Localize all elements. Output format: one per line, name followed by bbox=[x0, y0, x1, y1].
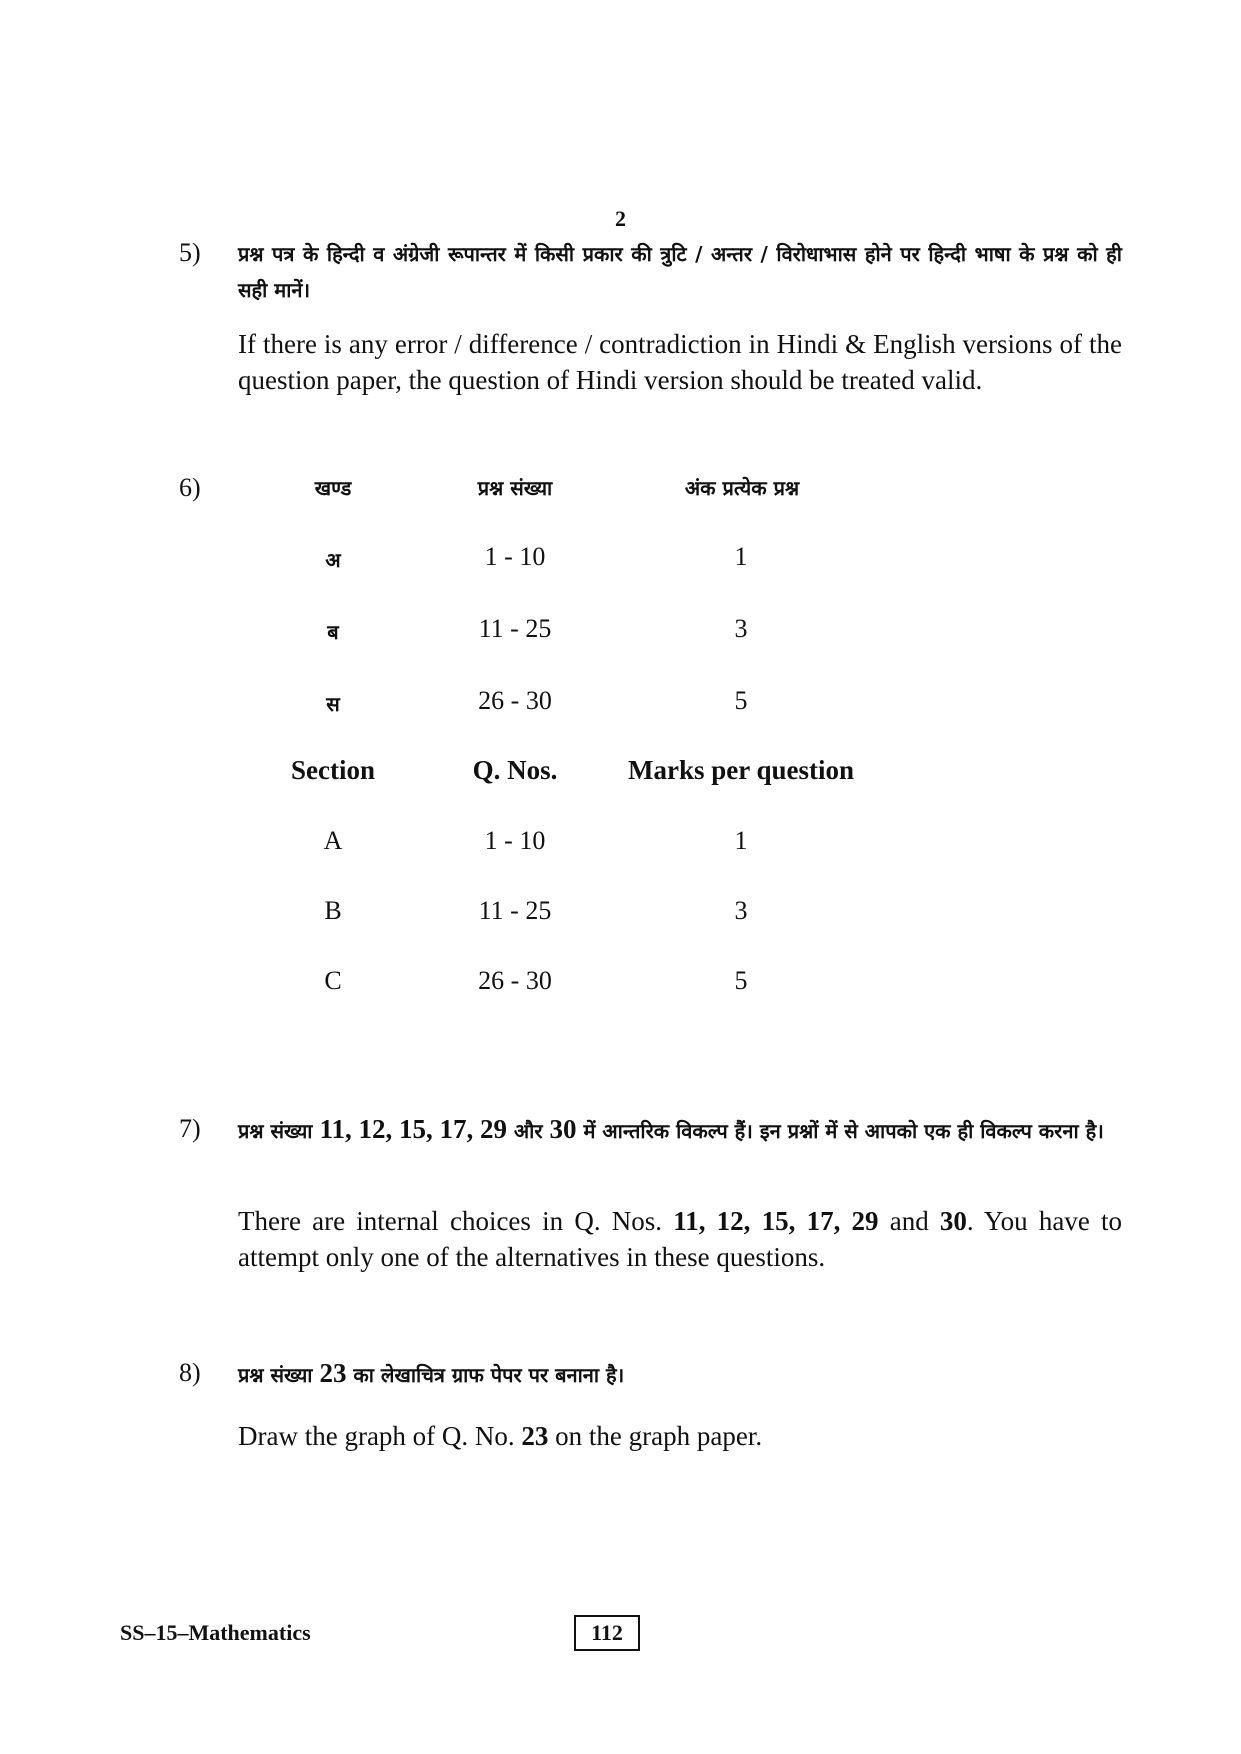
english-row-qnos: 1 - 10 bbox=[484, 826, 546, 855]
q8-number: 8) bbox=[179, 1358, 201, 1387]
hindi-row-section: स bbox=[326, 692, 340, 716]
english-row-marks: 5 bbox=[734, 966, 748, 995]
english-row-section: A bbox=[323, 826, 343, 855]
english-row-qnos: 26 - 30 bbox=[478, 966, 552, 995]
footer-subject: SS–15–Mathematics bbox=[120, 1620, 311, 1645]
page-number: 2 bbox=[615, 206, 626, 231]
q5-number: 5) bbox=[179, 238, 201, 267]
hindi-row-qnos: 11 - 25 bbox=[478, 614, 552, 643]
hindi-row-marks: 1 bbox=[734, 542, 748, 571]
hindi-row-marks: 3 bbox=[734, 614, 748, 643]
english-header-section: Section bbox=[291, 755, 375, 785]
english-row-qnos: 11 - 25 bbox=[478, 896, 552, 925]
hindi-row-marks: 5 bbox=[734, 686, 748, 715]
hindi-row-qnos: 1 - 10 bbox=[484, 542, 546, 571]
hindi-header-qnos: प्रश्न संख्या bbox=[477, 476, 553, 500]
hindi-row-qnos: 26 - 30 bbox=[478, 686, 552, 715]
hindi-header-section: खण्ड bbox=[314, 476, 352, 500]
q6-number: 6) bbox=[179, 473, 201, 502]
footer-page-box: 112 bbox=[574, 1615, 640, 1651]
english-row-section: C bbox=[324, 966, 342, 995]
hindi-header-marks: अंक प्रत्येक प्रश्न bbox=[684, 476, 800, 500]
english-row-marks: 3 bbox=[734, 896, 748, 925]
english-row-marks: 1 bbox=[734, 826, 748, 855]
english-header-marks: Marks per question bbox=[627, 755, 855, 785]
q7-number: 7) bbox=[179, 1114, 201, 1143]
hindi-row-section: अ bbox=[325, 548, 341, 572]
q5-hindi: प्रश्न पत्र के हिन्दी व अंग्रेजी रूपान्तर में किसी प्रकार की त्रुटि / अन्तर / विरोधाभास होने पर हिन्दी भाषा के प्रश्न को ही सही मानें। bbox=[238, 242, 1122, 302]
q5-english: If there is any error / difference / contradiction in Hindi & English versions of the question paper, the question of Hindi version should be treated valid. bbox=[238, 329, 1122, 395]
english-header-qnos: Q. Nos. bbox=[472, 755, 558, 785]
q7-hindi: प्रश्न संख्या 11, 12, 15, 17, 29 और 30 में आन्तरिक विकल्प हैं। इन प्रश्नों में से आपको एक ही विकल्प करना है। bbox=[238, 1114, 1104, 1144]
hindi-row-section: ब bbox=[327, 620, 339, 644]
q7-english: There are internal choices in Q. Nos. 11, 12, 15, 17, 29 and 30. You have to attempt only one of the alternatives in these questions. bbox=[238, 1206, 1123, 1272]
english-row-section: B bbox=[324, 896, 342, 925]
q8-english: Draw the graph of Q. No. 23 on the graph paper. bbox=[238, 1421, 763, 1451]
q8-hindi: प्रश्न संख्या 23 का लेखाचित्र ग्राफ पेपर पर बनाना है। bbox=[238, 1358, 625, 1388]
